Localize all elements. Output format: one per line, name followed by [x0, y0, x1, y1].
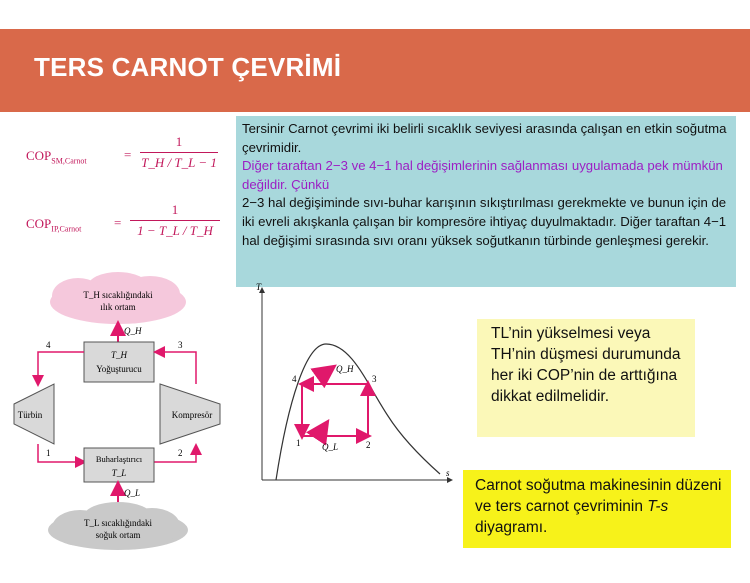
compressor-label: Kompresör	[171, 410, 213, 420]
system-state-2: 2	[178, 448, 183, 458]
cold-cloud-line2: soğuk ortam	[95, 530, 141, 540]
condenser-temp: T_H	[110, 350, 128, 360]
cop-ip-fraction	[130, 202, 220, 239]
cold-reservoir-cloud	[48, 502, 188, 550]
ts-qh-label: Q_H	[336, 364, 354, 374]
condenser-label: Yoğuşturucu	[96, 364, 142, 374]
figure-caption-box	[463, 470, 731, 548]
ts-diagram	[240, 282, 460, 492]
slide-header	[0, 0, 750, 112]
cop-note-box	[477, 319, 695, 437]
hot-reservoir-cloud	[50, 272, 186, 324]
ts-y-label: T	[256, 282, 262, 292]
ts-state-3: 3	[372, 374, 377, 384]
system-state-4: 4	[46, 340, 51, 350]
saturation-dome	[276, 344, 440, 480]
caption-part2: diyagramı.	[475, 519, 548, 536]
caption-part1: Carnot soğutma makinesinin düzeni ve ters carnot çevriminin	[475, 477, 722, 515]
carnot-system-diagram	[0, 272, 230, 572]
cop-refrigerator-formula	[26, 132, 231, 182]
ts-state-1: 1	[296, 438, 301, 448]
cop-note-text: TL’nin yükselmesi veya TH’nin düşmesi durumunda her iki COP’nin de arttığına dikkat edilmelidir.	[491, 325, 681, 405]
info-paragraph-1: Tersinir Carnot çevrimi iki belirli sıcaklık seviyesi arasında çalışan en etkin soğutma çevrimidir.	[242, 121, 727, 155]
hot-cloud-line1: T_H sıcaklığındaki	[83, 290, 153, 300]
condenser-box	[84, 342, 154, 382]
evaporator-label: Buharlaştırıcı	[95, 454, 143, 464]
slide-title: TERS CARNOT ÇEVRİMİ	[34, 52, 342, 82]
system-qh-label: Q_H	[124, 326, 142, 336]
evaporator-temp: T_L	[111, 468, 127, 478]
cop-sm-denominator: T_H / T_L − 1	[141, 155, 217, 170]
cop-sm-equals: =	[124, 147, 132, 162]
ts-ql-label: Q_L	[322, 442, 339, 452]
cop-sm-fraction	[140, 134, 218, 171]
cop-ip-numerator: 1	[171, 202, 179, 217]
caption-italic: T-s	[647, 498, 669, 515]
system-state-1: 1	[46, 448, 51, 458]
cop-ip-lhs: $COP_{IP,Carnot}$	[26, 216, 82, 234]
system-ql-label: Q_L	[124, 488, 141, 498]
turbine-label: Türbin	[17, 410, 43, 420]
cop-sm-numerator: 1	[175, 134, 183, 149]
system-state-3: 3	[178, 340, 183, 350]
info-paragraph-3: 2−3 hal değişiminde sıvı-buhar karışının sıkıştırılması gerekmekte ve bunun için de iki evreli akışkanla çalışan bir kompresöre ihtiyaç duyulmaktadır. Diğer taraftan 4−1 hal değişimi sırasında sıvı oranı yüksek soğutkanın türbinde genleşmesi gerekir.	[242, 195, 727, 248]
ts-x-label: s	[446, 468, 450, 478]
ts-state-2: 2	[366, 440, 371, 450]
info-paragraph-2: Diğer taraftan 2−3 ve 4−1 hal değişimlerinin sağlanması uygulamada pek mümkün değildir. Çünkü	[242, 158, 723, 192]
cop-heatpump-formula	[26, 200, 231, 250]
cop-sm-lhs: $COP_{SM,Carnot}$	[26, 148, 87, 166]
hot-cloud-line2: ılık ortam	[100, 302, 136, 312]
cold-cloud-line1: T_L sıcaklığındaki	[84, 518, 152, 528]
cop-ip-denominator: 1 − T_L / T_H	[137, 223, 213, 238]
ts-state-4: 4	[292, 374, 297, 384]
cop-ip-equals: =	[114, 215, 122, 230]
info-text-box	[236, 116, 736, 287]
